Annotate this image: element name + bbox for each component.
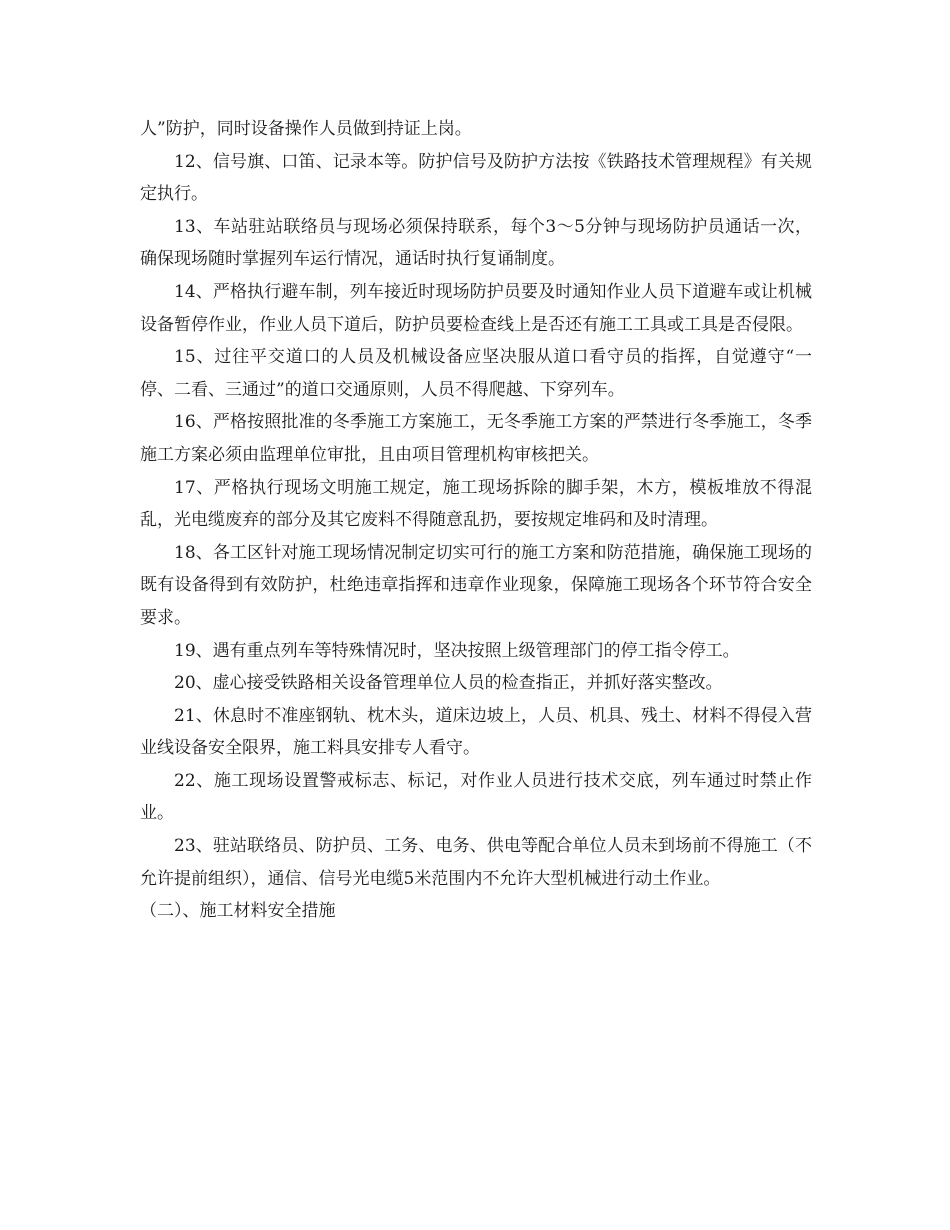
paragraph-item-17: 17、严格执行现场文明施工规定，施工现场拆除的脚手架，木方，模板堆放不得混乱，光电缆废弃的部分及其它废料不得随意乱扔，要按规定堆码和及时清理。 [140, 477, 812, 531]
paragraph-item-15: 15、过往平交道口的人员及机械设备应坚决服从道口看守员的指挥，自觉遵守“一停、二看、三通过”的道口交通原则，人员不得爬越、下穿列车。 [140, 347, 812, 400]
paragraph-item-20: 20、虚心接受铁路相关设备管理单位人员的检查指正，并抓好落实整改。 [174, 673, 723, 694]
paragraph-continuation: 人”防护，同时设备操作人员做到持证上岗。 [140, 119, 472, 139]
paragraph-item-16: 16、严格按照批准的冬季施工方案施工，无冬季施工方案的严禁进行冬季施工，冬季施工方案必须由监理单位审批，且由项目管理机构审核把关。 [140, 412, 812, 465]
paragraph-item-22: 22、施工现场设置警戒标志、标记，对作业人员进行技术交底，列车通过时禁止作业。 [140, 770, 812, 824]
document-body [140, 113, 812, 928]
paragraph-item-19: 19、遇有重点列车等特殊情况时，坚决按照上级管理部门的停工指令停工。 [174, 640, 740, 661]
paragraph-item-12: 12、信号旗、口笛、记录本等。防护信号及防护方法按《铁路技术管理规程》有关规定执行。 [140, 151, 812, 205]
paragraph-item-13: 13、车站驻站联络员与现场必须保持联系，每个3～5分钟与现场防护员通话一次，确保现场随时掌握列车运行情况，通话时执行复诵制度。 [140, 216, 812, 270]
section-heading: （二）、施工材料安全措施 [140, 901, 336, 922]
paragraph-item-18: 18、各工区针对施工现场情况制定切实可行的施工方案和防范措施，确保施工现场的既有设备得到有效防护，杜绝违章指挥和违章作业现象，保障施工现场各个环节符合安全要求。 [140, 542, 812, 628]
paragraph-item-14: 14、严格执行避车制，列车接近时现场防护员要及时通知作业人员下道避车或让机械设备暂停作业，作业人员下道后，防护员要检查线上是否还有施工工具或工具是否侵限。 [140, 281, 812, 335]
paragraph-item-21: 21、休息时不准座钢轨、枕木头，道床边坡上，人员、机具、残土、材料不得侵入营业线设备安全限界，施工料具安排专人看守。 [140, 705, 812, 759]
paragraph-item-23: 23、驻站联络员、防护员、工务、电务、供电等配合单位人员未到场前不得施工（不允许提前组织），通信、信号光电缆5米范围内不允许大型机械进行动土作业。 [140, 836, 812, 889]
